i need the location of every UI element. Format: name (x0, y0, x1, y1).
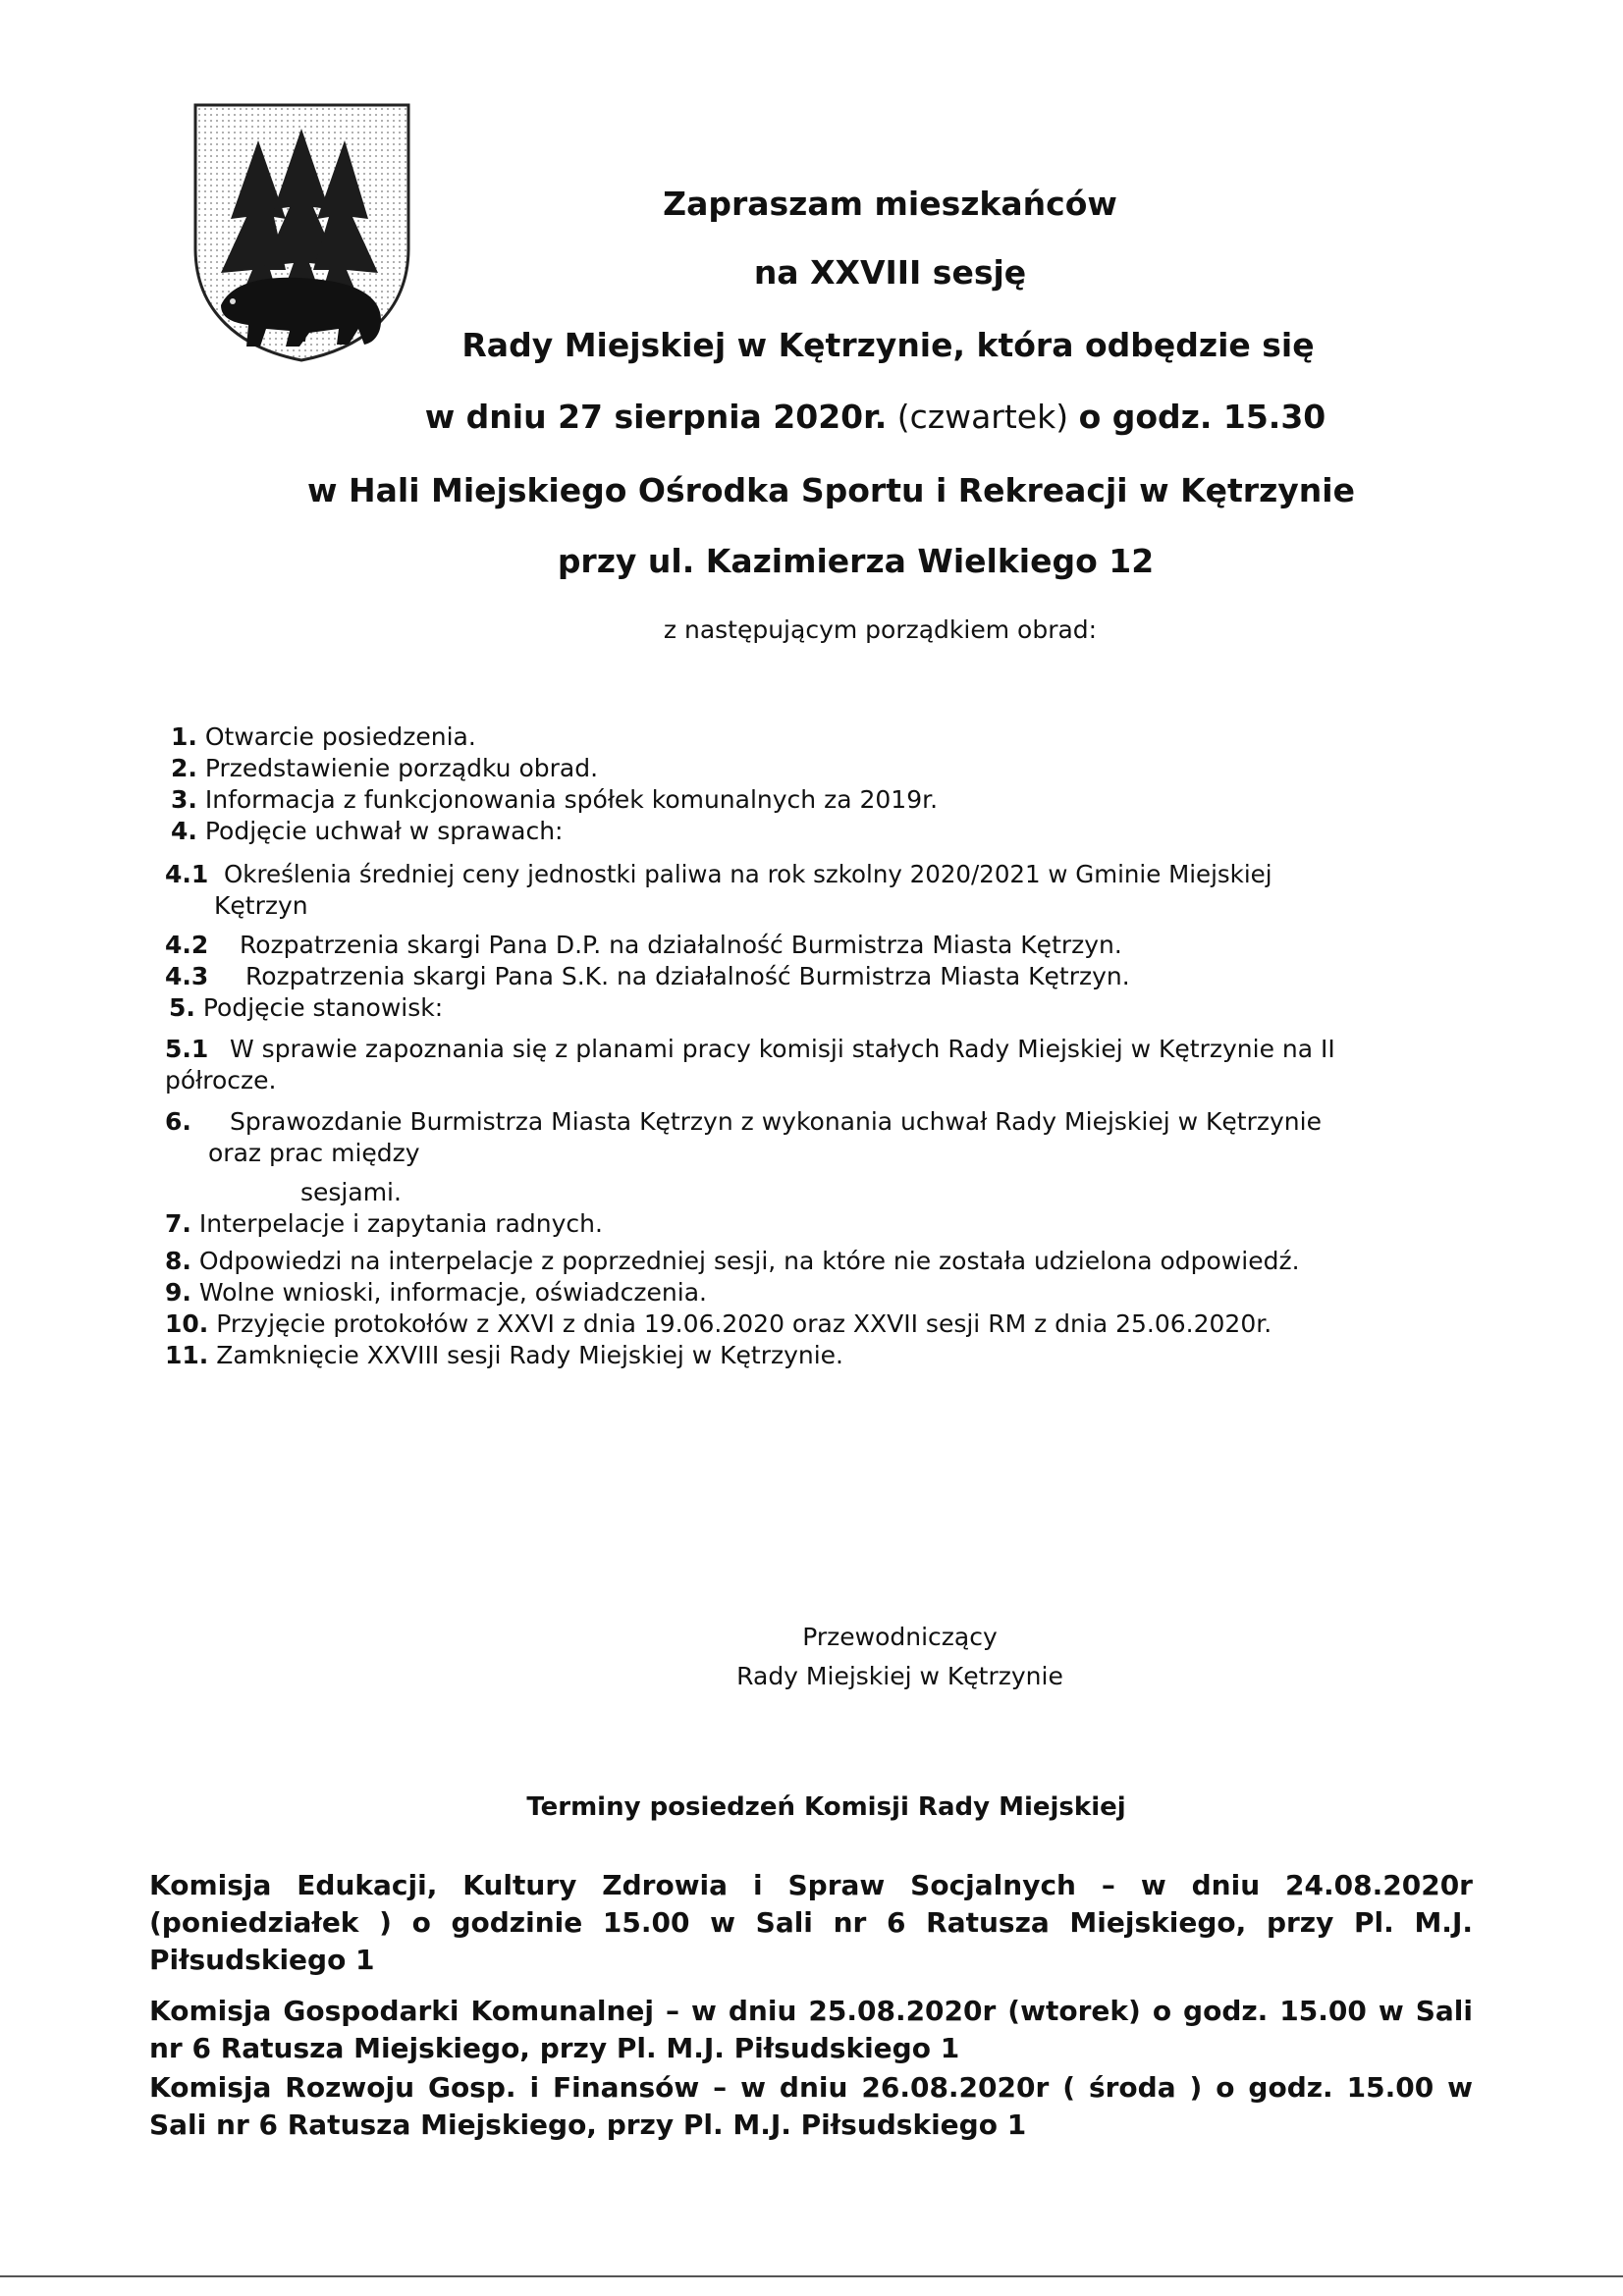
agenda-item-text: W sprawie zapoznania się z planami pracy komisji stałych Rady Miejskiej w Kętrzynie na II (230, 1035, 1335, 1063)
agenda-item (165, 1308, 1490, 1340)
agenda-item-text: Otwarcie posiedzenia. (204, 722, 476, 751)
coat-of-arms-icon (191, 101, 412, 364)
committee-term-communal: Komisja Gospodarki Komunalnej – w dniu 25.08.2020r (wtorek) o godz. 15.00 w Sali nr 6 Ratusza Miejskiego, przy Pl. M.J. Piłsudskiego 1 (149, 1995, 1473, 2064)
agenda-item-number: 3. (171, 785, 197, 814)
agenda-item-number: 4. (171, 817, 197, 845)
agenda-item-number: 8. (165, 1247, 191, 1275)
agenda-item-number: 10. (165, 1309, 209, 1338)
agenda-item-number: 4.1 (165, 860, 209, 888)
agenda-item-number: 4.3 (165, 962, 209, 990)
session-address: przy ul. Kazimierza Wielkiego 12 (557, 542, 1155, 580)
agenda-item-text: Wolne wnioski, informacje, oświadczenia. (198, 1278, 707, 1307)
agenda-item-text: Określenia średniej ceny jednostki paliwa na rok szkolny 2020/2021 w Gminie Miejskiej (224, 860, 1272, 888)
agenda-item-number: 6. (165, 1107, 191, 1136)
committee-term-education: Komisja Edukacji, Kultury Zdrowia i Spraw Socjalnych – w dniu 24.08.2020r (poniedziałek ) o godzinie 15.00 w Sali nr 6 Ratusza Miejskiego, przy Pl. M.J. Piłsudskiego 1 (149, 1869, 1473, 1976)
agenda-item-continuation: sesjami. (300, 1178, 402, 1206)
agenda-item (165, 721, 1490, 753)
agenda-item-number: 4.2 (165, 931, 209, 959)
agenda-item-continuation: Kętrzyn (214, 891, 308, 920)
agenda-item-number: 5. (169, 993, 195, 1022)
session-venue: w Hali Miejskiego Ośrodka Sportu i Rekreacji w Kętrzynie (307, 471, 1355, 509)
agenda-item-text: Przedstawienie porządku obrad. (204, 754, 599, 782)
agenda-item-text: Sprawozdanie Burmistrza Miasta Kętrzyn z wykonania uchwał Rady Miejskiej w Kętrzynie (230, 1107, 1322, 1136)
chairman-council: Rady Miejskiej w Kętrzynie (736, 1662, 1063, 1690)
session-date: w dniu 27 sierpnia 2020r. (424, 398, 888, 436)
council-line: Rady Miejskiej w Kętrzynie, która odbędzie się (461, 326, 1315, 364)
session-number: na XXVIII sesję (753, 253, 1027, 292)
agenda-item-text: Rozpatrzenia skargi Pana S.K. na działalność Burmistrza Miasta Kętrzyn. (245, 962, 1130, 990)
committee-term-finance: Komisja Rozwoju Gosp. i Finansów – w dniu 26.08.2020r ( środa ) o godz. 15.00 w Sali nr 6 Ratusza Miejskiego, przy Pl. M.J. Piłsudskiego 1 (149, 2071, 1473, 2141)
agenda-item-number: 7. (165, 1209, 191, 1238)
agenda-item-text: Rozpatrzenia skargi Pana D.P. na działalność Burmistrza Miasta Kętrzyn. (240, 931, 1122, 959)
agenda-item-text: Przyjęcie protokołów z XXVI z dnia 19.06.2020 oraz XXVII sesji RM z dnia 25.06.2020r. (216, 1309, 1272, 1338)
agenda-item (165, 992, 1490, 1024)
agenda-item (165, 1106, 1490, 1138)
agenda-item (165, 1034, 1490, 1065)
agenda-item-text: Podjęcie stanowisk: (202, 993, 444, 1022)
agenda-item-number: 2. (171, 754, 197, 782)
agenda-item (165, 1208, 1490, 1240)
page-edge-divider (0, 2275, 1623, 2277)
agenda-item-continuation: półrocze. (165, 1066, 277, 1095)
agenda-item (165, 1246, 1490, 1277)
session-time: o godz. 15.30 (1078, 398, 1326, 436)
agenda-item (165, 930, 1490, 961)
agenda-intro: z następującym porządkiem obrad: (663, 615, 1098, 644)
agenda-item-number: 9. (165, 1278, 191, 1307)
agenda-item-text: Zamknięcie XXVIII sesji Rady Miejskiej w Kętrzynie. (216, 1341, 844, 1369)
agenda-item-text: Interpelacje i zapytania radnych. (198, 1209, 603, 1238)
agenda-item (165, 1277, 1490, 1308)
invitation-title: Zapraszam mieszkańców (663, 185, 1117, 223)
agenda-item-number: 5.1 (165, 1035, 209, 1063)
session-date-time (0, 398, 1623, 437)
agenda-item-number: 1. (171, 722, 197, 751)
agenda-item (165, 1340, 1490, 1371)
agenda-item-text: Podjęcie uchwał w sprawach: (204, 817, 564, 845)
agenda-item (165, 961, 1490, 992)
agenda-item-text: Informacja z funkcjonowania spółek komunalnych za 2019r. (204, 785, 939, 814)
session-weekday: (czwartek) (887, 398, 1079, 436)
committee-terms-title: Terminy posiedzeń Komisji Rady Miejskiej (526, 1792, 1126, 1822)
agenda-item (165, 784, 1490, 816)
agenda-list (165, 721, 1490, 1371)
agenda-item-text: Odpowiedzi na interpelacje z poprzedniej sesji, na które nie została udzielona odpowiedź. (198, 1247, 1300, 1275)
chairman-title: Przewodniczący (802, 1623, 998, 1651)
agenda-item (165, 816, 1490, 847)
agenda-item-number: 11. (165, 1341, 209, 1369)
agenda-item-continuation: oraz prac między (208, 1139, 420, 1167)
agenda-item (165, 859, 1490, 890)
agenda-item (165, 753, 1490, 784)
